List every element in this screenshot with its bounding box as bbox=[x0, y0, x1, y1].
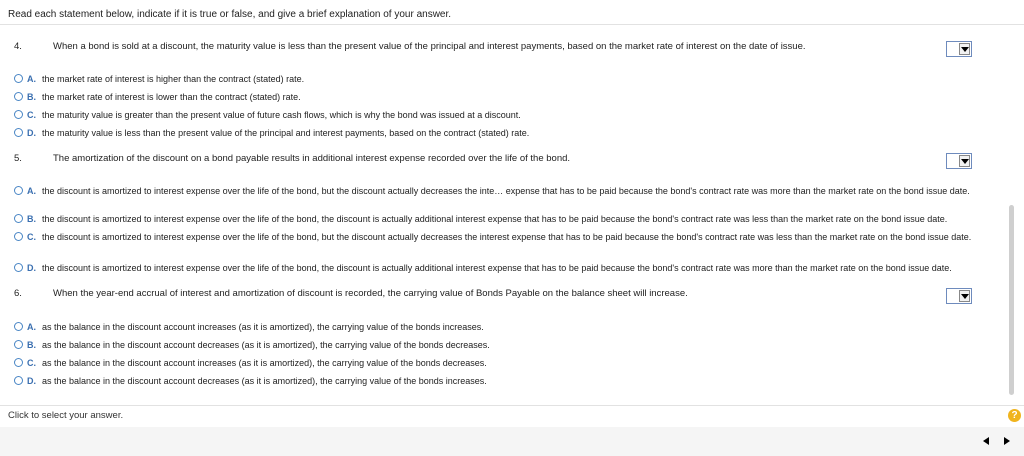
radio-button[interactable] bbox=[14, 232, 23, 241]
divider bbox=[0, 24, 1024, 25]
radio-button[interactable] bbox=[14, 358, 23, 367]
option-letter: A. bbox=[27, 186, 36, 196]
divider bbox=[0, 405, 1024, 406]
option-text: the discount is amortized to interest expense over the life of the bond, but the discount actually decreases the interest expense that has to be paid because the bond's contract rate was less than the market rate on the bond issue date. bbox=[42, 232, 972, 242]
option-letter: C. bbox=[27, 110, 36, 120]
true-false-dropdown[interactable] bbox=[946, 41, 972, 57]
option-text: as the balance in the discount account decreases (as it is amortized), the carrying value of the bonds decreases. bbox=[42, 340, 490, 350]
option-text: as the balance in the discount account decreases (as it is amortized), the carrying value of the bonds increases. bbox=[42, 376, 487, 386]
option-text: the maturity value is less than the present value of the principal and interest payments, based on the contract (stated) rate. bbox=[42, 128, 530, 138]
true-false-dropdown[interactable] bbox=[946, 288, 972, 304]
dropdown-arrow[interactable] bbox=[959, 43, 970, 55]
radio-button[interactable] bbox=[14, 110, 23, 119]
option-letter: D. bbox=[27, 263, 36, 273]
chevron-down-icon bbox=[961, 159, 969, 164]
option-letter: C. bbox=[27, 358, 36, 368]
option-text: the discount is amortized to interest expense over the life of the bond, the discount is actually additional interest expense that has to be paid because the bond's contract rate was less than the market rate on the bond issue date. bbox=[42, 214, 948, 224]
instructions-text: Read each statement below, indicate if it is true or false, and give a brief explanation of your answer. bbox=[8, 9, 452, 20]
question-number: 5. bbox=[14, 153, 22, 164]
option-letter: C. bbox=[27, 232, 36, 242]
radio-button[interactable] bbox=[14, 186, 23, 195]
question-text: The amortization of the discount on a bond payable results in additional interest expense recorded over the life of the bond. bbox=[53, 153, 571, 164]
option-letter: B. bbox=[27, 340, 36, 350]
option-letter: B. bbox=[27, 92, 36, 102]
chevron-down-icon bbox=[961, 294, 969, 299]
option-letter: B. bbox=[27, 214, 36, 224]
option-text: the discount is amortized to interest expense over the life of the bond, the discount is actually additional interest expense that has to be paid because the bond's contract rate was more than the market rate on the bond issue date. bbox=[42, 263, 952, 273]
radio-button[interactable] bbox=[14, 340, 23, 349]
question-number: 6. bbox=[14, 288, 22, 299]
question-number: 4. bbox=[14, 41, 22, 52]
scrollbar[interactable] bbox=[1009, 205, 1014, 395]
radio-button[interactable] bbox=[14, 263, 23, 272]
question-text: When the year-end accrual of interest and amortization of discount is recorded, the carrying value of Bonds Payable on the balance sheet will increase. bbox=[53, 288, 688, 299]
previous-arrow-icon bbox=[983, 437, 989, 445]
chevron-down-icon bbox=[961, 47, 969, 52]
radio-button[interactable] bbox=[14, 376, 23, 385]
option-text: the discount is amortized to interest expense over the life of the bond, but the discount actually decreases the inte… expense that has to be paid because the bond's contract rate was more than the market rate on the bond issue date. bbox=[42, 186, 970, 196]
dropdown-arrow[interactable] bbox=[959, 155, 970, 167]
dropdown-arrow[interactable] bbox=[959, 290, 970, 302]
help-icon[interactable]: ? bbox=[1008, 409, 1021, 422]
option-letter: A. bbox=[27, 322, 36, 332]
question-text: When a bond is sold at a discount, the maturity value is less than the present value of the principal and interest payments, based on the market rate of interest on the date of issue. bbox=[53, 41, 806, 52]
option-letter: D. bbox=[27, 128, 36, 138]
true-false-dropdown[interactable] bbox=[946, 153, 972, 169]
option-text: the maturity value is greater than the present value of future cash flows, which is why the bond was issued at a discount. bbox=[42, 110, 521, 120]
radio-button[interactable] bbox=[14, 74, 23, 83]
option-letter: D. bbox=[27, 376, 36, 386]
navigation-bar bbox=[0, 427, 1024, 456]
option-text: as the balance in the discount account increases (as it is amortized), the carrying value of the bonds increases. bbox=[42, 322, 484, 332]
option-letter: A. bbox=[27, 74, 36, 84]
radio-button[interactable] bbox=[14, 322, 23, 331]
previous-button[interactable] bbox=[978, 433, 996, 449]
radio-button[interactable] bbox=[14, 92, 23, 101]
next-button[interactable] bbox=[998, 433, 1016, 449]
option-text: the market rate of interest is higher than the contract (stated) rate. bbox=[42, 74, 305, 84]
radio-button[interactable] bbox=[14, 214, 23, 223]
radio-button[interactable] bbox=[14, 128, 23, 137]
option-text: the market rate of interest is lower than the contract (stated) rate. bbox=[42, 92, 301, 102]
option-text: as the balance in the discount account increases (as it is amortized), the carrying value of the bonds decreases. bbox=[42, 358, 487, 368]
next-arrow-icon bbox=[1004, 437, 1010, 445]
click-to-select-prompt: Click to select your answer. bbox=[8, 410, 124, 421]
